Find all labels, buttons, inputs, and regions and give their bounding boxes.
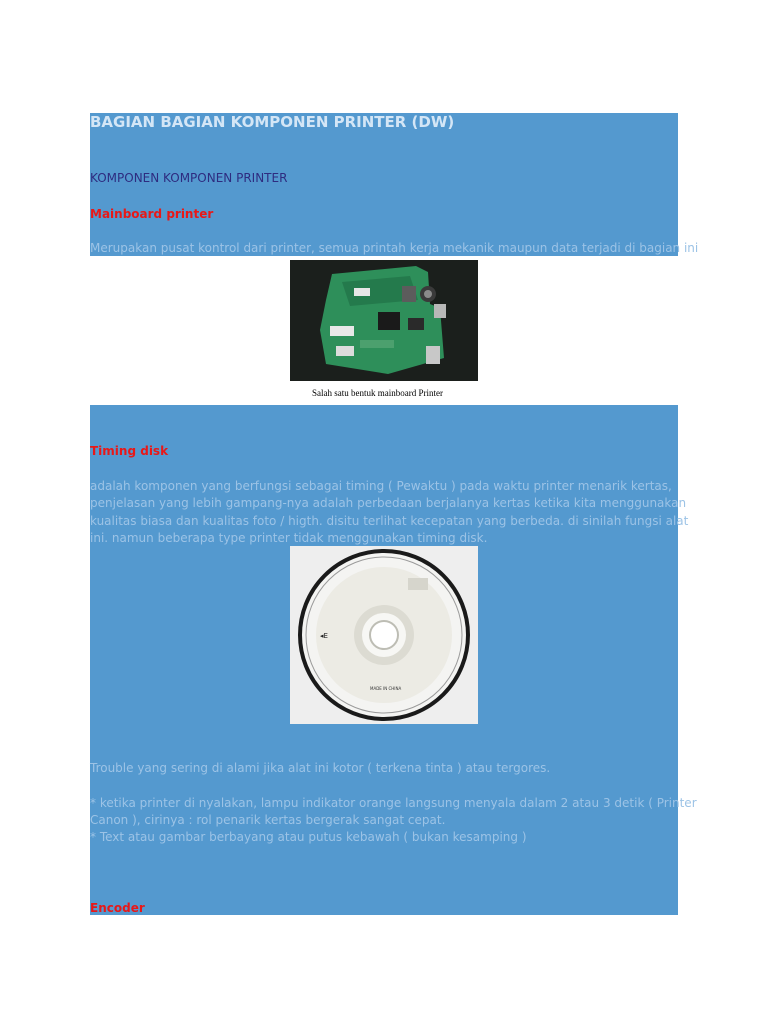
trouble-item: Canon ), cirinya : rol penarik kertas bergerak sangat cepat.: [90, 813, 446, 827]
mainboard-heading: Mainboard printer: [90, 207, 214, 221]
timing-paragraph-line: penjelasan yang lebih gampang-nya adalah perbedaan berjalanya kertas ketika kita menggunakan: [90, 496, 687, 510]
timing-paragraph-line: kualitas biasa dan kualitas foto / higth. disitu terlihat kecepatan yang berbeda. di sinilah fungsi alat: [90, 514, 689, 528]
encoder-heading: Encoder: [90, 901, 145, 915]
section-subtitle: KOMPONEN KOMPONEN PRINTER: [90, 171, 288, 185]
trouble-text: Trouble yang sering di alami jika alat ini kotor ( terkena tinta ) atau tergores.: [90, 761, 551, 775]
mainboard-photo: [290, 260, 478, 381]
disk-marking: ◂E: [320, 632, 328, 640]
trouble-item: * Text atau gambar berbayang atau putus kebawah ( bukan kesamping ): [90, 830, 527, 844]
timing-paragraph-line: ini. namun beberapa type printer tidak menggunakan timing disk.: [90, 531, 488, 545]
disk-marking: MADE IN CHINA: [370, 686, 402, 691]
mainboard-caption: Salah satu bentuk mainboard Printer: [312, 388, 443, 398]
mainboard-text: Merupakan pusat kontrol dari printer, semua printah kerja mekanik maupun data terjadi di bagian ini: [90, 241, 699, 255]
page-title: BAGIAN BAGIAN KOMPONEN PRINTER (DW): [90, 113, 455, 131]
timing-paragraph-line: adalah komponen yang berfungsi sebagai timing ( Pewaktu ) pada waktu printer menarik kertas,: [90, 479, 672, 493]
timing-heading: Timing disk: [90, 444, 169, 458]
timing-disk-photo: [290, 546, 478, 724]
trouble-item: * ketika printer di nyalakan, lampu indikator orange langsung menyala dalam 2 atau 3 detik ( Printer: [90, 796, 697, 810]
